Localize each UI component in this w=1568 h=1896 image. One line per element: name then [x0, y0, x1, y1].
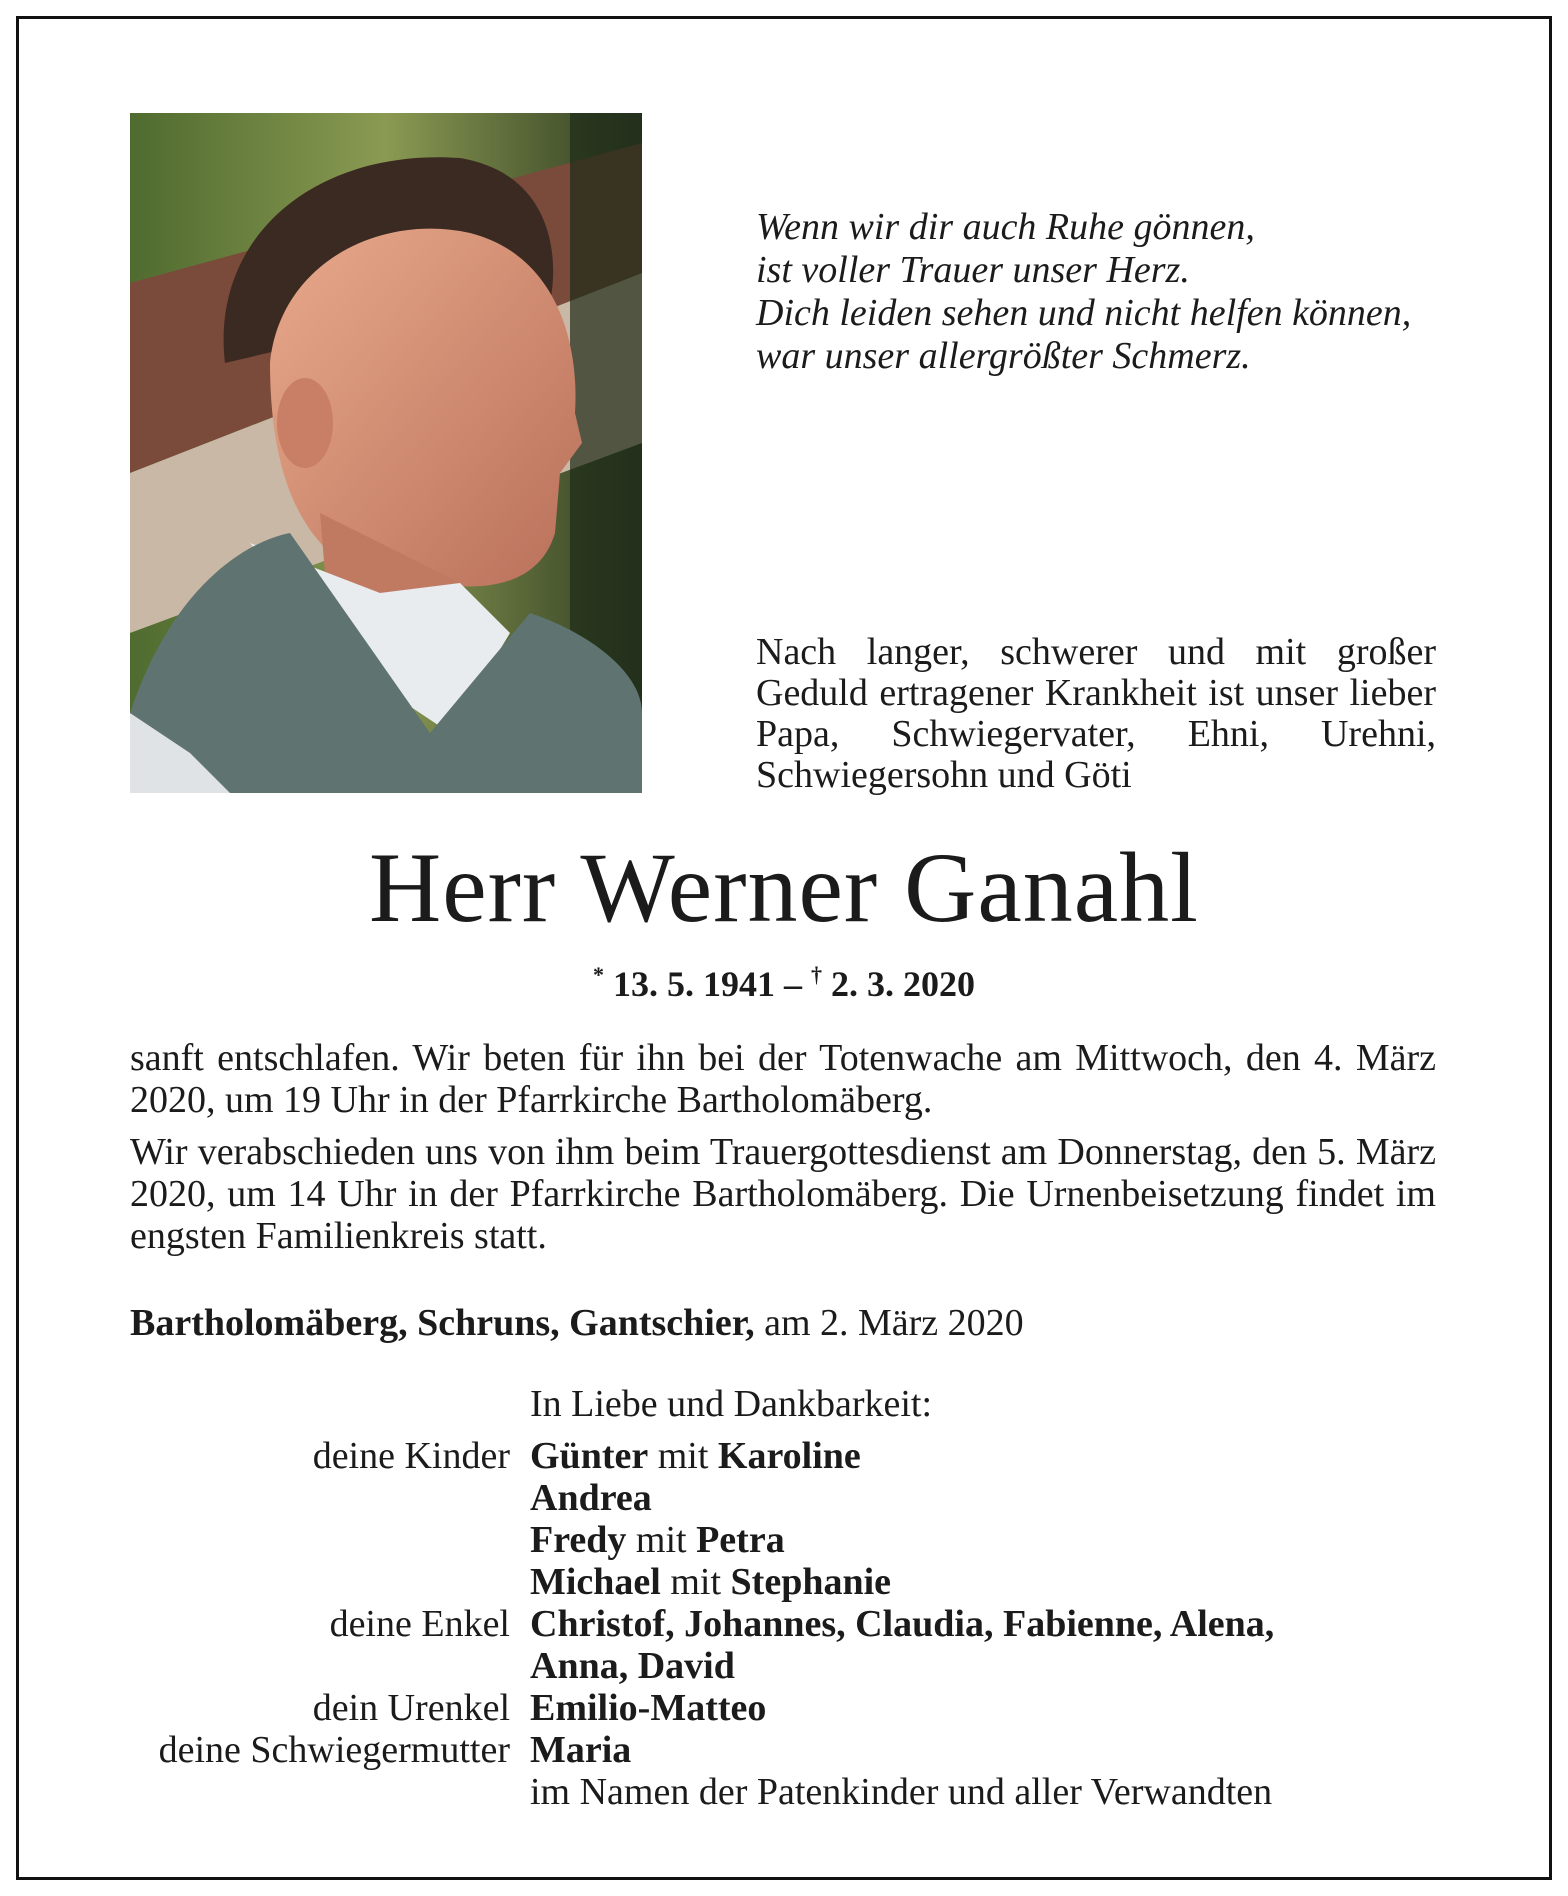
enkel-label: deine Enkel	[329, 1603, 510, 1645]
signature-intro: In Liebe und Dankbarkeit:	[530, 1383, 933, 1425]
enkel-names: Christof, Johannes, Claudia, Fabienne, Alena,	[530, 1603, 1275, 1645]
child-name: Andrea	[530, 1477, 652, 1519]
funeral-paragraph: Wir verabschieden uns von ihm beim Trauergottesdienst am Donnerstag, den 5. März 2020, um 14 Uhr in der Pfarrkirche Bartholomäberg. Die Urnenbeisetzung findet im engsten Familienkreis statt.	[130, 1131, 1436, 1257]
death-symbol: †	[811, 962, 822, 987]
place-date: am 2. März 2020	[754, 1302, 1024, 1344]
poem-line: ist voller Trauer unser Herz.	[756, 249, 1190, 291]
intro-text: Nach langer, schwerer und mit großer Geduld ertragener Krankheit ist unser lieber Papa, Schwiegervater, Ehni, Urehni, Schwiegersohn und Göti	[756, 631, 1436, 796]
child-name: Günter	[530, 1435, 649, 1477]
mit-text: mit	[648, 1435, 718, 1477]
place-locations: Bartholomäberg, Schruns, Gantschier,	[130, 1302, 755, 1344]
deceased-name: Herr Werner Ganahl	[369, 832, 1199, 943]
birth-symbol: *	[593, 962, 604, 987]
child-name: Michael	[530, 1561, 661, 1603]
child-name: Fredy	[530, 1519, 627, 1561]
closing-text: im Namen der Patenkinder und aller Verwandten	[530, 1771, 1273, 1813]
partner-name: Petra	[696, 1519, 785, 1561]
enkel-names: Anna, David	[530, 1645, 735, 1687]
list-item	[530, 1435, 1460, 1477]
signature-block	[130, 1383, 1460, 1813]
list-item	[530, 1519, 1460, 1561]
place-and-date	[130, 1301, 1024, 1345]
life-dates	[0, 962, 1568, 1005]
poem-line: war unser allergrößter Schmerz.	[756, 335, 1251, 377]
partner-name: Karoline	[717, 1435, 861, 1477]
mit-text: mit	[660, 1561, 731, 1603]
kinder-label: deine Kinder	[312, 1435, 510, 1477]
poem-line: Wenn wir dir auch Ruhe gönnen,	[756, 206, 1255, 248]
vigil-paragraph: sanft entschlafen. Wir beten für ihn bei der Totenwache am Mittwoch, den 4. März 2020, um 19 Uhr in der Pfarrkirche Bartholomäberg.	[130, 1037, 1436, 1121]
poem	[756, 206, 1456, 378]
mit-text: mit	[626, 1519, 697, 1561]
partner-name: Stephanie	[730, 1561, 892, 1603]
death-date: 2. 3. 2020	[831, 964, 975, 1004]
birth-date: 13. 5. 1941	[613, 964, 775, 1004]
date-separator: –	[775, 964, 811, 1004]
list-item	[530, 1477, 1460, 1519]
list-item	[530, 1561, 1460, 1603]
urenkel-label: dein Urenkel	[312, 1687, 510, 1729]
portrait-photo-icon	[130, 113, 642, 793]
urenkel-name: Emilio-Matteo	[530, 1687, 767, 1729]
schwiegermutter-name: Maria	[530, 1729, 632, 1771]
schwiegermutter-label: deine Schwiegermutter	[158, 1729, 510, 1771]
poem-line: Dich leiden sehen und nicht helfen können,	[756, 292, 1412, 334]
